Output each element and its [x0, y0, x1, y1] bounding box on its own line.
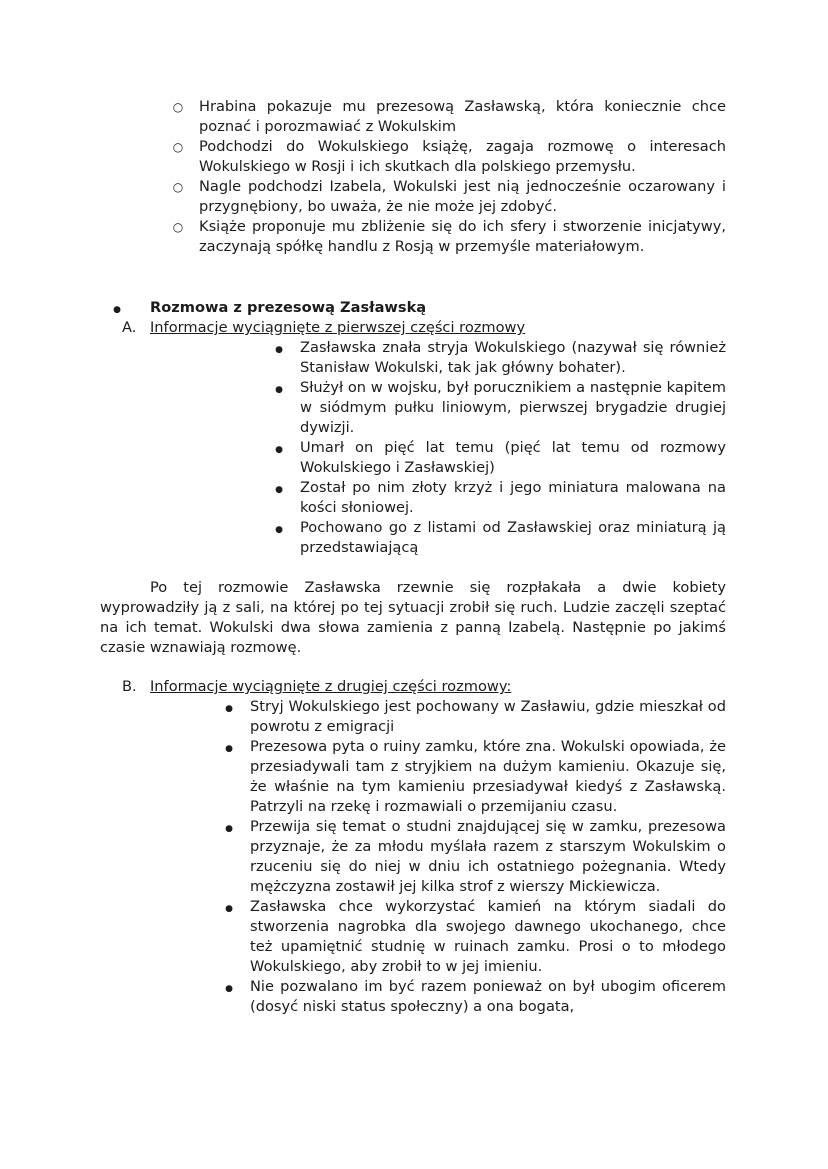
list-item-text: Został po nim złoty krzyż i jego miniatura malowana na kości słoniowej. — [300, 479, 726, 516]
list-item — [199, 217, 726, 257]
list-item — [300, 378, 726, 438]
list-item-text: Książe proponuje mu zbliżenie się do ich sfery i stworzenie inicjatywy, zaczynają spółkę handlu z Rosją w przemyśle materiałowym. — [199, 218, 726, 255]
list-item-text: Podchodzi do Wokulskiego książę, zagaja rozmowę o interesach Wokulskiego w Rosji i ich skutkach dla polskiego przemysłu. — [199, 138, 726, 175]
list-item — [199, 137, 726, 177]
list-item-text: Zasławska znała stryja Wokulskiego (nazywał się również Stanisław Wokulski, tak jak główny bohater). — [300, 339, 726, 376]
list-item-text: Prezesowa pyta o ruiny zamku, które zna. Wokulski opowiada, że przesiadywali tam z stryjkiem na dużym kamieniu. Okazuje się, że właśnie na tym kamieniu przesiadywał kiedyś z Zasławską. Patrzyli na rzekę i rozmawiali o przemijaniu czasu. — [250, 738, 726, 815]
section-b-title-row — [122, 677, 726, 697]
section-a-list — [0, 338, 828, 558]
bullet-icon — [272, 478, 286, 500]
bullet-icon — [272, 338, 286, 360]
hollow-bullet-icon — [171, 177, 185, 197]
list-item-text: Nie pozwalano im być razem ponieważ on był ubogim oficerem (dosyć niski status społeczny) a ona bogata, — [250, 978, 726, 1015]
list-item-text: Hrabina pokazuje mu prezesową Zasławską, która koniecznie chce poznać i porozmawiać z Wokulskim — [199, 98, 726, 135]
section-b — [0, 677, 828, 1017]
list-item — [250, 697, 726, 737]
bullet-icon — [272, 518, 286, 540]
section-b-title: Informacje wyciągnięte z drugiej części rozmowy: — [150, 678, 512, 695]
list-item — [250, 737, 726, 817]
hollow-bullet-icon — [171, 217, 185, 237]
bullet-icon — [272, 378, 286, 400]
bullet-icon — [222, 897, 236, 919]
list-item — [199, 177, 726, 217]
bullet-icon — [222, 697, 236, 719]
list-item-text: Zasławska chce wykorzystać kamień na którym siadali do stworzenia nagrobka dla swojego dawnego ukochanego, chce też upamiętnić studnię w ruinach zamku. Prosi o to młodego Wokulskiego, aby zrobił to w jej imieniu. — [250, 898, 726, 975]
list-item — [300, 338, 726, 378]
hollow-bullet-icon — [171, 137, 185, 157]
bullet-icon — [222, 977, 236, 999]
body-paragraph: Po tej rozmowie Zasławska rzewnie się rozpłakała a dwie kobiety wyprowadziły ją z sali, na której po tej sytuacji zrobił się ruch. Ludzie zaczęli szeptać na ich temat. Wokulski dwa słowa zamienia z panną Izabelą. Następnie po jakimś czasie wznawiają rozmowę. — [100, 579, 726, 656]
list-item-text: Przewija się temat o studni znajdującej się w zamku, prezesowa przyznaje, że za młodu myślała razem z starszym Wokulskim o rzuceniu się do niej w dniu ich ostatniego pożegnania. Wtedy mężczyzna zostawił jej kilka strof z wierszy Mickiewicza. — [250, 818, 726, 895]
section-b-letter: B. — [122, 678, 137, 695]
section-a-title-row — [122, 318, 726, 338]
section-a — [0, 318, 828, 558]
list-item-text: Stryj Wokulskiego jest pochowany w Zasławiu, gdzie mieszkał od powrotu z emigracji — [250, 698, 726, 735]
bullet-icon — [222, 737, 236, 759]
paragraph-block — [0, 578, 828, 658]
section-a-title: Informacje wyciągnięte z pierwszej części rozmowy — [150, 319, 526, 336]
list-item-text: Służył on w wojsku, był porucznikiem a następnie kapitem w siódmym pułku liniowym, pierwszej brygadzie drugiej dywizji. — [300, 379, 726, 436]
list-item — [250, 817, 726, 897]
bullet-icon — [222, 817, 236, 839]
hollow-bullet-icon — [171, 97, 185, 117]
section-a-letter: A. — [122, 319, 137, 336]
list-item-text: Pochowano go z listami od Zasławskiej oraz miniaturą ją przedstawiającą — [300, 519, 726, 556]
list-item — [199, 97, 726, 137]
section-b-list — [0, 697, 828, 1017]
section-heading — [150, 298, 726, 318]
list-item-text: Umarł on pięć lat temu (pięć lat temu od rozmowy Wokulskiego i Zasławskiej) — [300, 439, 726, 476]
list-item — [300, 518, 726, 558]
bullet-icon — [272, 438, 286, 460]
list-item — [250, 977, 726, 1017]
bullet-icon — [110, 298, 124, 320]
list-item-text: Nagle podchodzi Izabela, Wokulski jest nią jednocześnie oczarowany i przygnębiony, bo uważa, że nie może jej zdobyć. — [199, 178, 726, 215]
list-item — [300, 438, 726, 478]
list-item — [250, 897, 726, 977]
section-heading-text: Rozmowa z prezesową Zasławską — [150, 299, 427, 316]
list-item — [300, 478, 726, 518]
section-heading-block — [0, 298, 828, 318]
sub-list-events — [0, 97, 828, 257]
